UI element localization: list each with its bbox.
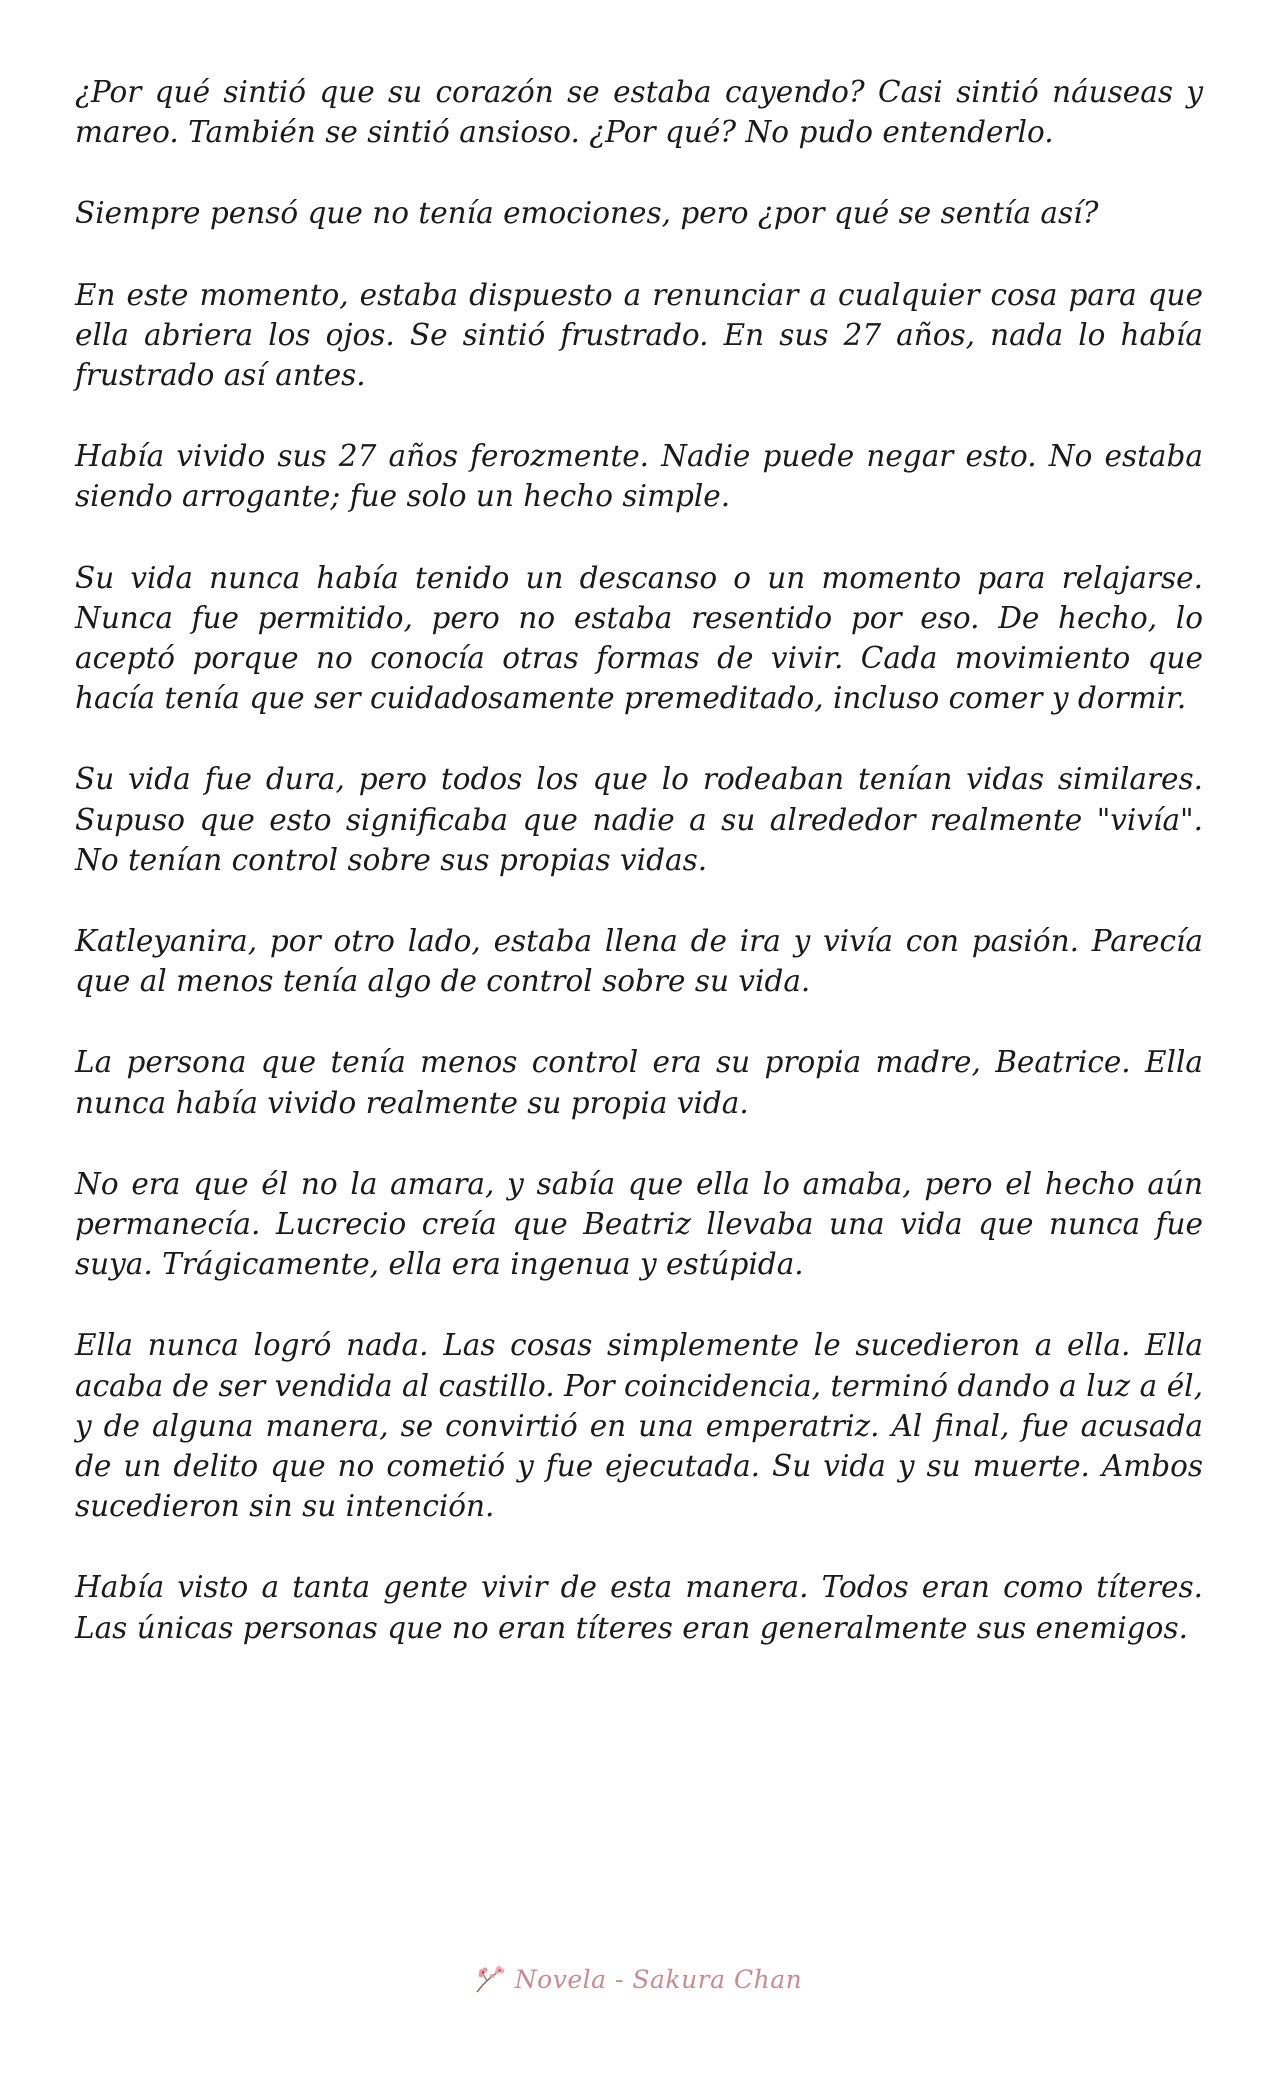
cherry-blossom-icon (473, 1962, 507, 1996)
footer-watermark (0, 1962, 1275, 1996)
paragraph-10: Ella nunca logró nada. Las cosas simplemente le sucedieron a ella. Ella acaba de ser vendida al castillo. Por coincidencia, terminó dando a luz a él, y de alguna manera, se convirtió en una emperatriz. Al final, fue acusada de un delito que no cometió y fue ejecutada. Su vida y su muerte. Ambos sucedieron sin su intención. (75, 1328, 1203, 1524)
paragraph-3: En este momento, estaba dispuesto a renunciar a cualquier cosa para que ella abriera los ojos. Se sintió frustrado. En sus 27 años, nada lo había frustrado así antes. (75, 277, 1203, 393)
footer-text: Novela - Sakura Chan (514, 1964, 803, 1994)
paragraph-8: La persona que tenía menos control era su propia madre, Beatrice. Ella nunca había vivido realmente su propia vida. (75, 1045, 1203, 1120)
paragraph-11: Había visto a tanta gente vivir de esta manera. Todos eran como títeres. Las únicas personas que no eran títeres eran generalmente sus enemigos. (75, 1570, 1203, 1645)
document-body (75, 72, 1203, 1689)
paragraph-5: Su vida nunca había tenido un descanso o un momento para relajarse. Nunca fue permitido, pero no estaba resentido por eso. De hecho, lo aceptó porque no conocía otras formas de vivir. Cada movimiento que hacía tenía que ser cuidadosamente premeditado, incluso comer y dormir. (75, 560, 1203, 716)
paragraph-6: Su vida fue dura, pero todos los que lo rodeaban tenían vidas similares. Supuso que esto significaba que nadie a su alrededor realmente "vivía". No tenían control sobre sus propias vidas. (75, 762, 1203, 877)
paragraph-9: No era que él no la amara, y sabía que ella lo amaba, pero el hecho aún permanecía. Lucrecio creía que Beatriz llevaba una vida que nunca fue suya. Trágicamente, ella era ingenua y estúpida. (75, 1166, 1203, 1282)
paragraph-7: Katleyanira, por otro lado, estaba llena de ira y vivía con pasión. Parecía que al menos tenía algo de control sobre su vida. (75, 924, 1203, 999)
paragraph-4: Había vivido sus 27 años ferozmente. Nadie puede negar esto. No estaba siendo arrogante; fue solo un hecho simple. (75, 439, 1203, 514)
paragraph-2: Siempre pensó que no tenía emociones, pero ¿por qué se sentía así? (75, 196, 1099, 231)
paragraph-1: ¿Por qué sintió que su corazón se estaba cayendo? Casi sintió náuseas y mareo. También se sintió ansioso. ¿Por qué? No pudo entenderlo. (75, 75, 1203, 150)
